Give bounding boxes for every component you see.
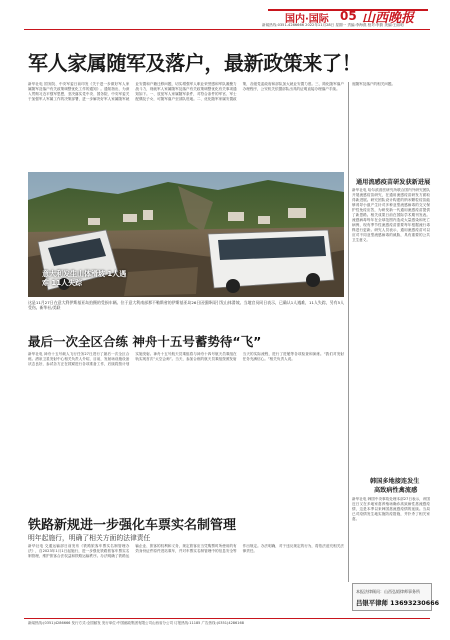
right-column-rule xyxy=(348,82,349,582)
masthead xyxy=(0,0,450,27)
section-title: 国内·国际 xyxy=(285,14,329,25)
story-flu-headline: 通用流感疫苗研发获新进展 xyxy=(356,179,431,186)
story-shenzhou-body: 新华社电 神舟十五号载人飞行任务27日进行了最后一次全区合练。酒泉卫星发射中心相关负责人介绍，目前，发射场设施设备状态良好，参试各方正在抓紧进行各项准备工作，后续将按计划实施发射。神舟十五号航天员乘组将与神舟十四号航天员乘组在轨实现首次“太空会师”。当天，参加合练的航天员乘组按照发射当天的实际流程，进行了进舱等各项检查和演练。“我们对发射任务充满信心。”相关负责人说。 xyxy=(28,352,344,366)
story-flu-body: 新华社电 哈尔滨兽医研究所联合国内外研究团队开展流感疫苗研究，在通用流感疫苗研发方面取得新进展。研究团队设计构建的纳米颗粒疫苗能够诱导小鼠产生针对多种亚型流感病毒的交叉保护性免疫应答，为研发新一代通用流感疫苗提供了新思路。相关成果日前在国际学术期刊发表。流感病毒每年在全球范围内造成大量感染和死亡病例，现有季节性流感疫苗需要每年根据流行毒株进行更新。研究人员表示，通用流感疫苗可以应对不同亚型流感病毒的威胁，具有重要的公共卫生意义。 xyxy=(352,188,430,242)
legal-ad-box xyxy=(352,583,440,611)
lead-body-text: 新华社电 国务院、中央军委日前印发《关于进一步做好军人家属随军及落户有关政策调整优化工作的通知》。通知指出，为深入贯彻习近平强军思想，坚决落实党中央、国务院、中央军委关于加强军人军属工作的决策部署，进一步解决好军人家属随军就业安置和户籍迁移问题，切实增强军人职业荣誉感和军队凝聚力战斗力，现就军人家属随军及落户有关政策调整优化有关事项通知如下。一、放宽军人家属随军条件，对符合条件的军官、军士配偶及子女，可随军落户至部队驻地。二、优化随军家属安置政策，各级党委政府和部队加大就业安置力度。三、简化随军落户办理程序，公安机关依据部队出具的证明直接办理落户手续。 xyxy=(28,82,344,101)
paper-logo: 山西晚报 xyxy=(362,11,415,26)
photo-caption-overlay: 意大利发生山体滑坡 1人遇难 11人失踪 xyxy=(42,270,127,287)
page-number: 05 xyxy=(340,9,357,23)
photo-caption: 这是11月27日在意大利伊斯基亚岛拍摄的受损车辆。位于意大利南部那不勒斯省的伊斯基亚岛26日因强降雨引发山体滑坡。当地官员同日表示，已确认1人遇难，11人失踪，另有5人受伤。新华社/美联 xyxy=(28,300,344,310)
wrecked-bus-right xyxy=(208,230,334,293)
story-rail-headline: 铁路新规进一步强化车票实名制管理 xyxy=(28,518,237,533)
footer-info: 新闻热线:(0351)4286666 发行方式:全国邮发 发行单位:中国邮政集团有限公司山西省分公司 订报热线:11185 广告热线:(0351)4286168 xyxy=(28,621,244,625)
lead-body-columns xyxy=(28,82,344,162)
story-rail-subhead: 明年起施行，明确了相关方面的法律责任 xyxy=(28,534,151,542)
story-korea-headline-2: 高致病性禽流感 xyxy=(374,487,418,494)
story-korea-headline-1: 韩国多地接连发生 xyxy=(370,478,420,485)
story-shenzhou-body-columns xyxy=(28,352,344,502)
story-shenzhou-headline: 最后一次全区合练 神舟十五号蓄势待“飞” xyxy=(28,334,262,349)
lead-headline: 军人家属随军及落户，最新政策来了！ xyxy=(28,51,362,75)
legal-ad-line2: 吕银平律师 13693230666 xyxy=(356,599,440,607)
story-rail-body: 新华社电 交通运输部日前发布《铁路旅客车票实名制管理办法》，自2023年1月1日起施行，进一步强化铁路旅客车票实名制管理，维护旅客合法权益和铁路运输秩序。办法明确了铁路运输企业、旅客的权利和义务，规定旅客应当凭购票时所使用的有效身份证件原件进站乘车，并对车票实名制管理中的信息安全等作出规定。办法明确，对于违反规定的行为，将依法追究相关法律责任。 xyxy=(28,544,344,558)
story-rail-body-columns xyxy=(28,544,344,609)
story-korea-body: 新华社电 韩国中央事故处理本部27日表示，该国近日又在多地家禽养殖场确诊高致病性禽流感疫情，这是本季以来韩国禽流感疫情的延续。当局已对疫情发生地实施防疫措施，并扑杀了相关家禽。 xyxy=(352,497,430,521)
landslide-photo xyxy=(28,172,344,297)
masthead-rule xyxy=(24,29,430,30)
legal-ad-line1: 本报法律顾问：山西弘韬律师事务所 xyxy=(356,589,420,594)
lead-tail-text: 庭随军及落户的相关问题。 xyxy=(352,82,396,86)
masthead-info: 新闻热线:0351-4286666 2022年11月28日 星期一 责编:李海燕 校对:李蔚 美编:王丽明 xyxy=(262,23,404,27)
footer-rule xyxy=(24,618,430,619)
